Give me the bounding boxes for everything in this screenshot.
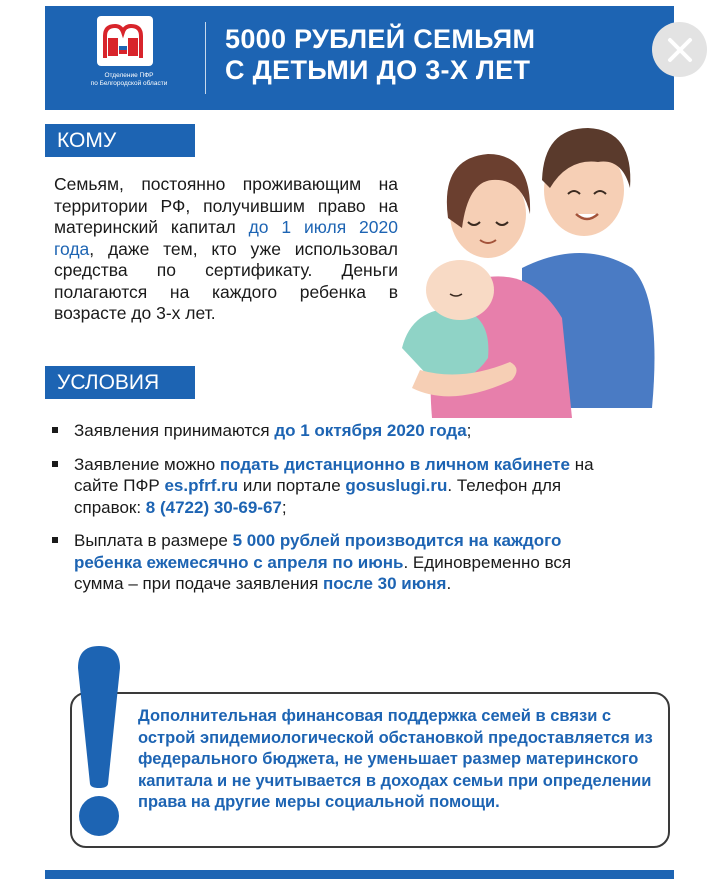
header-divider	[205, 22, 206, 94]
condition-item-payment: Выплата в размере 5 000 рублей производится на каждого ребенка ежемесячно с апреля по июнь. Единовременно вся сумма – при подаче заявления после 30 июня.	[52, 530, 612, 595]
section-label-conditions: УСЛОВИЯ	[45, 366, 195, 399]
bullet-icon	[52, 427, 58, 433]
condition-item-deadline: Заявления принимаются до 1 октября 2020 года;	[52, 420, 612, 442]
logo-caption: Отделение ПФР по Белгородской области	[90, 72, 168, 87]
pfr-logo	[59, 16, 199, 100]
page-title: 5000 РУБЛЕЙ СЕМЬЯМ С ДЕТЬМИ ДО 3-Х ЛЕТ	[225, 24, 536, 85]
exclamation-icon	[76, 646, 122, 788]
pfr-site-link[interactable]: es.pfrf.ru	[164, 476, 239, 495]
whom-text: Семьям, постоянно проживающим на территории РФ, получившим право на материнский капитал до 1 июля 2020 года, даже тем, кто уже использовал средства по сертификату. Деньги полагаются на каждого ребенка в возрасте до 3-х лет.	[54, 174, 398, 323]
close-icon	[667, 37, 693, 63]
footer-bar	[45, 870, 674, 879]
bullet-icon	[52, 461, 58, 467]
condition-item-online: Заявление можно подать дистанционно в личном кабинете на сайте ПФР es.pfrf.ru или портале gosuslugi.ru. Телефон для справок: 8 (4722) 30-69-67;	[52, 454, 612, 519]
bullet-icon	[52, 537, 58, 543]
notice-text: Дополнительная финансовая поддержка семей в связи с острой эпидемиологической обстановкой предоставляется из федерального бюджета, не уменьшает размер материнского капитала и не учитывается в доходах семьи при определении права на другие меры социальной помощи.	[138, 707, 653, 811]
phone-number[interactable]: 8 (4722) 30-69-67	[145, 497, 282, 517]
header-banner	[45, 6, 674, 110]
close-button[interactable]	[652, 22, 707, 77]
pfr-logo-icon	[97, 16, 153, 66]
section-label-whom: КОМУ	[45, 124, 195, 157]
gosuslugi-link[interactable]: gosuslugi.ru	[345, 476, 448, 495]
conditions-list	[52, 420, 612, 607]
family-illustration	[372, 118, 672, 418]
exclamation-dot	[79, 796, 119, 836]
